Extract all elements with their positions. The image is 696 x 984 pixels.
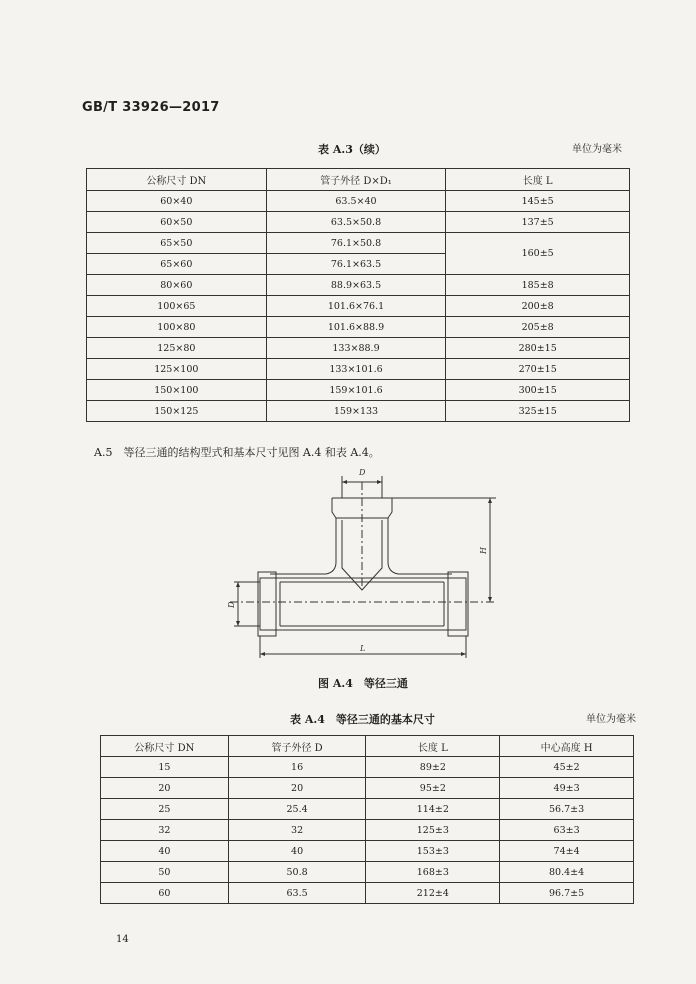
table-cell: 76.1×50.8 [266,233,446,254]
table-cell: 101.6×76.1 [266,296,446,317]
table-cell: 150×100 [87,380,267,401]
table-a3-header-row [87,169,630,191]
table-cell: 60×40 [87,191,267,212]
table-row [87,317,630,338]
table-cell: 50 [101,862,229,883]
table-row [101,757,634,778]
table-cell: 25 [101,799,229,820]
table-cell: 114±2 [366,799,500,820]
table-cell: 80×60 [87,275,267,296]
table-cell: 159×101.6 [266,380,446,401]
table-row [101,778,634,799]
table-row [87,296,630,317]
dim-l-arrow-right [461,652,466,656]
table-row [101,883,634,904]
table-cell: 32 [228,820,366,841]
table-cell: 88.9×63.5 [266,275,446,296]
table-cell: 76.1×63.5 [266,254,446,275]
table-a4 [100,735,634,904]
table-cell: 125±3 [366,820,500,841]
table-cell: 50.8 [228,862,366,883]
table-cell: 20 [228,778,366,799]
dim-d-top-arrow-right [377,480,382,484]
table-cell: 159×133 [266,401,446,422]
table-cell: 65×50 [87,233,267,254]
dim-d-left-label: D [227,601,236,608]
table-cell: 125×100 [87,359,267,380]
table-row [87,191,630,212]
table-cell: 100×65 [87,296,267,317]
dim-d-top-arrow-left [342,480,347,484]
table-cell: 15 [101,757,229,778]
table-cell: 80.4±4 [500,862,634,883]
table-cell: 63.5×50.8 [266,212,446,233]
table-row [87,359,630,380]
table-cell: 145±5 [446,191,630,212]
table-cell: 60×50 [87,212,267,233]
table-row [87,233,630,254]
table-row [87,338,630,359]
table-a4-header-od: 管子外径 D [228,736,366,757]
table-cell: 168±3 [366,862,500,883]
dim-h-label: H [479,547,488,554]
table-a4-header-length: 长度 L [366,736,500,757]
table-row [101,820,634,841]
table-cell: 63.5 [228,883,366,904]
tee-branch-right-wall [388,498,452,574]
table-row [101,799,634,820]
dim-d-top-label: D [359,468,366,477]
table-cell: 150×125 [87,401,267,422]
table-a3-unit: 单位为毫米 [572,144,622,155]
table-cell: 60 [101,883,229,904]
table-row [87,275,630,296]
table-cell: 74±4 [500,841,634,862]
table-cell: 65×60 [87,254,267,275]
table-cell: 63±3 [500,820,634,841]
table-cell: 133×101.6 [266,359,446,380]
standard-code: GB/T 33926—2017 [82,100,220,115]
table-cell: 137±5 [446,212,630,233]
table-a4-caption: 表 A.4 等径三通的基本尺寸 [290,713,435,726]
table-a3-header-dn: 公称尺寸 DN [87,169,267,191]
tee-run-body [260,578,466,630]
equal-tee-drawing [220,462,510,662]
table-cell: 280±15 [446,338,630,359]
table-cell: 56.7±3 [500,799,634,820]
table-cell: 270±15 [446,359,630,380]
table-a3-header-length: 长度 L [446,169,630,191]
table-cell: 101.6×88.9 [266,317,446,338]
table-cell: 63.5×40 [266,191,446,212]
table-cell: 25.4 [228,799,366,820]
table-row [87,380,630,401]
table-cell: 185±8 [446,275,630,296]
tee-left-socket [258,572,276,636]
table-a4-header-row [101,736,634,757]
table-cell: 32 [101,820,229,841]
table-row [87,212,630,233]
dim-h-arrow-top [488,498,492,503]
tee-branch-left-wall [270,498,336,574]
table-cell: 16 [228,757,366,778]
table-row [101,841,634,862]
table-cell: 40 [228,841,366,862]
table-cell: 325±15 [446,401,630,422]
page-number: 14 [116,934,129,945]
paragraph-a5: A.5 等径三通的结构型式和基本尺寸见图 A.4 和表 A.4。 [94,446,380,459]
table-cell: 96.7±5 [500,883,634,904]
dim-h-arrow-bottom [488,597,492,602]
table-cell: 153±3 [366,841,500,862]
table-a3-header-od: 管子外径 D×D₁ [266,169,446,191]
table-cell: 95±2 [366,778,500,799]
dim-l-arrow-left [260,652,265,656]
table-cell: 100×80 [87,317,267,338]
table-a4-header-height: 中心高度 H [500,736,634,757]
table-row [87,401,630,422]
table-a3-caption: 表 A.3（续） [318,143,386,156]
figure-a4-caption: 图 A.4 等径三通 [318,677,408,690]
table-row [101,862,634,883]
table-cell: 20 [101,778,229,799]
table-cell: 45±2 [500,757,634,778]
table-a4-header-dn: 公称尺寸 DN [101,736,229,757]
dim-d-left-arrow-bottom [236,621,240,626]
table-cell: 200±8 [446,296,630,317]
table-cell: 125×80 [87,338,267,359]
table-cell: 89±2 [366,757,500,778]
tee-right-socket [448,572,468,636]
dim-l-label: L [360,644,366,653]
table-cell-merged: 160±5 [446,233,630,275]
table-cell: 49±3 [500,778,634,799]
dim-d-left-arrow-top [236,582,240,587]
table-cell: 205±8 [446,317,630,338]
table-a3 [86,168,630,422]
table-cell: 212±4 [366,883,500,904]
table-cell: 300±15 [446,380,630,401]
table-a4-unit: 单位为毫米 [586,714,636,725]
table-cell: 133×88.9 [266,338,446,359]
table-cell: 40 [101,841,229,862]
